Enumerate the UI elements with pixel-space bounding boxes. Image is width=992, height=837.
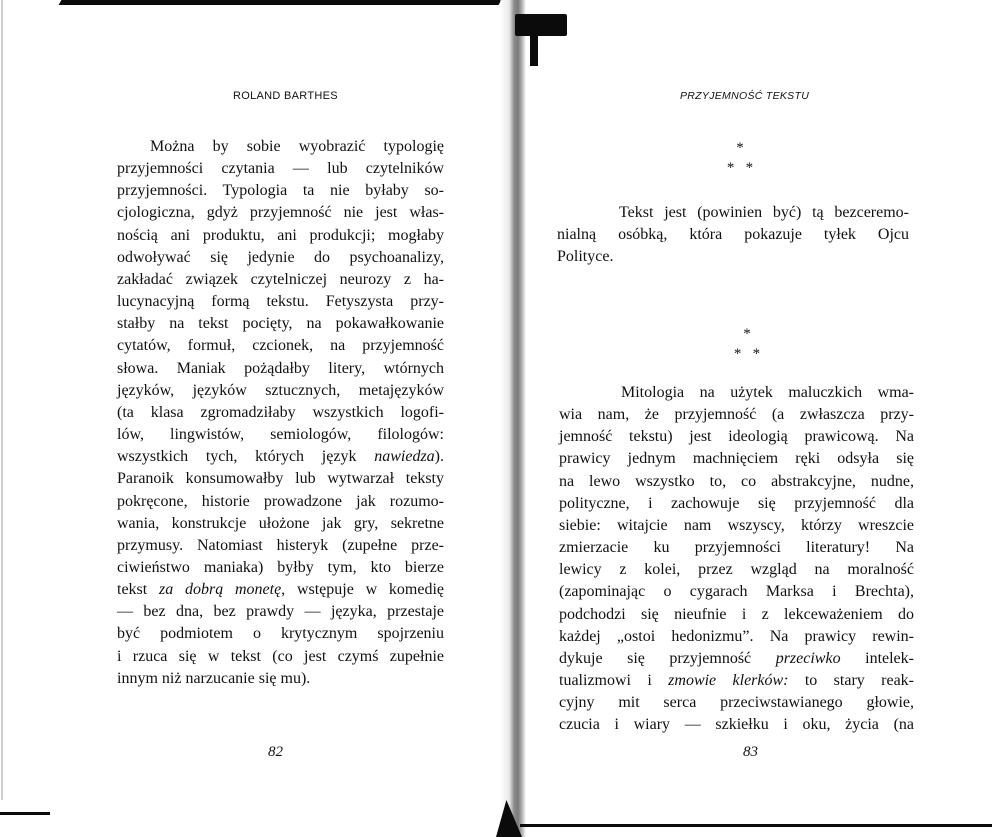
left-body-paragraph [117,136,444,690]
text-line: innym niż narzucanie się mu). [117,669,311,687]
text-line: cjologiczna, gdyż przyjemność nie jest włas- [117,204,444,222]
text-line: języków, języków sztucznych, metajęzyków [117,381,444,399]
text-line: wia nam, że przyjemność (a zwłaszcza przy- [559,406,914,424]
text-line: tualizmowi i zmowie klerków: to stary reak- [559,672,914,690]
text-line: i rzuca się w tekst (co jest czymś zupełnie [117,647,444,665]
text-line: każdej „ostoi hedonizmu”. Na prawicy rewin- [559,627,914,645]
text-line: czucia i wiary — szkiełku i oku, życia (na [559,716,914,734]
left-page-number: 82 [268,744,283,760]
text-line: siebie: witajcie nam wszyscy, którzy wreszcie [559,516,914,534]
text-line: Można by sobie wyobrazić typologię [150,138,444,155]
text-line: zmierzacie ku przyjemności literatury! Na [559,539,914,557]
right-paragraph-1 [557,202,909,268]
text-line: cyjny mit serca przeciwstawianego głowie, [559,694,914,712]
text-line: — bez dna, bez prawdy — języka, przestaje [117,603,444,621]
asterism-1 [710,138,770,178]
text-line: Mitologia na użytek maluczkich wma- [621,384,914,401]
asterism-2 [717,324,777,364]
text-line: (ta klasa zgromadziłaby wszystkich logofi- [117,403,444,421]
text-line: ciwieństwo maniaka) byłby tym, kto bierze [117,558,444,576]
asterism-top: * [736,140,744,156]
text-line: odwoływać się jedynie do psychoanalizy, [117,248,444,266]
text-line: dykuje się przyjemność przeciwko intelek- [559,649,914,667]
text-line: lów, lingwistów, semiologów, filologów: [117,426,444,444]
asterism-bottom: * * [733,346,761,362]
right-running-head: PRZYJEMNOŚĆ TEKSTU [680,90,810,102]
text-line: wania, konstrukcje ułożone jak gry, sekretne [117,514,444,532]
text-line: podchodzi się nieufnie i z lekceważeniem do [559,605,914,623]
text-line: Polityce. [557,248,614,266]
text-line: lucynacyjną formą tekstu. Fetyszysta przy- [117,293,444,311]
asterism-top: * [743,326,751,342]
text-line: słowa. Maniak pożądałby litery, wtórnych [117,359,444,377]
text-line: nialną osóbką, która pokazuje tyłek Ojcu [557,226,909,244]
text-line: Paranoik konsumowałby lub wytwarzał teksty [117,470,444,488]
text-line: przyjemności. Typologia ta nie byłaby so- [117,182,444,200]
text-line: pokręcone, historie prowadzone jak rozumo- [117,492,444,510]
text-line: przymusy. Natomiast histeryk (zupełne prze- [117,536,444,554]
text-line: zakładać związek czytelniczej neurozy z ha- [117,270,444,288]
text-line: nością ani produktu, ani produkcji; mogłaby [117,226,444,244]
text-line: na lewo wszystko to, co abstrakcyjne, nudne, [559,472,914,490]
text-line: lewicy z kolei, przez wzgląd na moralność [559,561,914,579]
right-page-number: 83 [743,744,758,760]
left-running-head: ROLAND BARTHES [233,90,338,102]
text-line: cytatów, formuł, czcionek, na przyjemność [117,337,444,355]
text-line: stałby na tekst pocięty, na pokawałkowanie [117,315,444,333]
text-line: tekst za dobrą monetę, wstępuje w komedię [117,581,444,599]
text-line: (zapominając o cygarach Marksa i Brechta), [559,583,914,601]
text-line: prawicy jednym machnięciem ręki odsyła się [559,450,914,468]
text-line: wszystkich tych, których język nawiedza). [117,448,444,466]
asterism-bottom: * * [726,160,754,176]
text-line: Tekst jest (powinien być) tą bezceremo- [619,204,909,221]
right-paragraph-2 [559,382,914,737]
text-line: przyjemności czytania — lub czytelników [117,160,444,178]
text-line: jemność tekstu) jest ideologią prawicową. Na [559,428,914,446]
right-page [505,0,992,837]
text-line: polityczne, i zachowuje się przyjemność dla [559,494,914,512]
text-line: być podmiotem o krytycznym spojrzeniu [117,625,444,643]
